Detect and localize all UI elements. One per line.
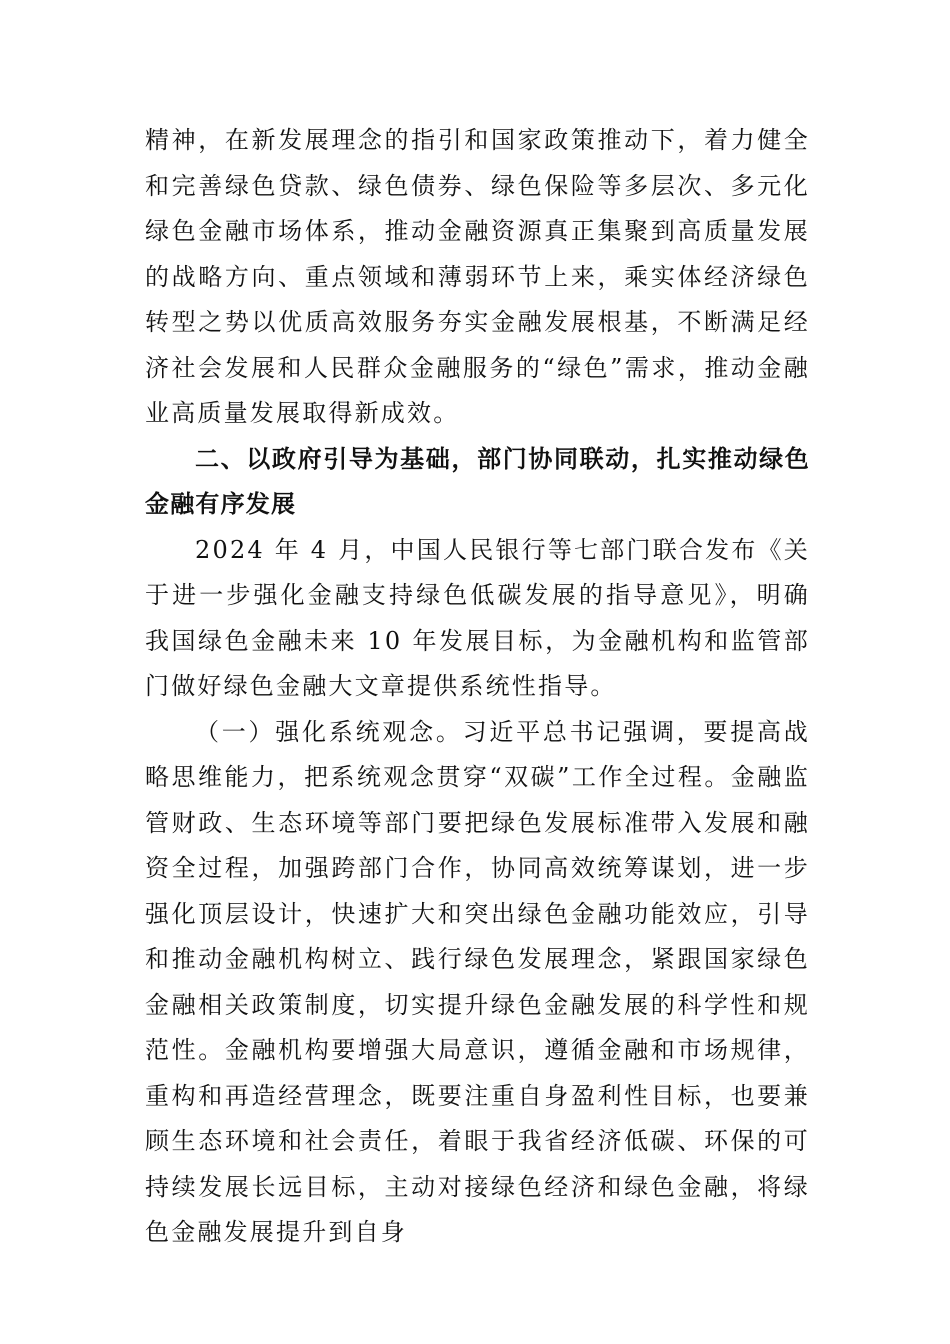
section-heading-2: 二、以政府引导为基础，部门协同联动，扎实推动绿色金融有序发展 bbox=[145, 444, 810, 518]
document-page bbox=[145, 118, 810, 1256]
paragraph-guidance: 2024 年 4 月，中国人民银行等七部门联合发布《关于进一步强化金融支持绿色低碳发展的指导意见》，明确我国绿色金融未来 10 年发展目标，为金融机构和监管部门做好绿色金融大文章提供系统性指导。 bbox=[145, 535, 810, 700]
paragraph-continuation: 精神，在新发展理念的指引和国家政策推动下，着力健全和完善绿色贷款、绿色债券、绿色保险等多层次、多元化绿色金融市场体系，推动金融资源真正集聚到高质量发展的战略方向、重点领域和薄弱环节上来，乘实体经济绿色转型之势以优质高效服务夯实金融发展根基，不断满足经济社会发展和人民群众金融服务的“绿色”需求，推动金融业高质量发展取得新成效。 bbox=[145, 126, 810, 427]
paragraph-system-concept: （一）强化系统观念。习近平总书记强调，要提高战略思维能力，把系统观念贯穿“双碳”工作全过程。金融监管财政、生态环境等部门要把绿色发展标准带入发展和融资全过程，加强跨部门合作，协同高效统筹谋划，进一步强化顶层设计，快速扩大和突出绿色金融功能效应，引导和推动金融机构树立、践行绿色发展理念，紧跟国家绿色金融相关政策制度，切实提升绿色金融发展的科学性和规范性。金融机构要增强大局意识，遵循金融和市场规律，重构和再造经营理念，既要注重自身盈利性目标，也要兼顾生态环境和社会责任，着眼于我省经济低碳、环保的可持续发展长远目标，主动对接绿色经济和绿色金融，将绿色金融发展提升到自身 bbox=[145, 717, 810, 1246]
